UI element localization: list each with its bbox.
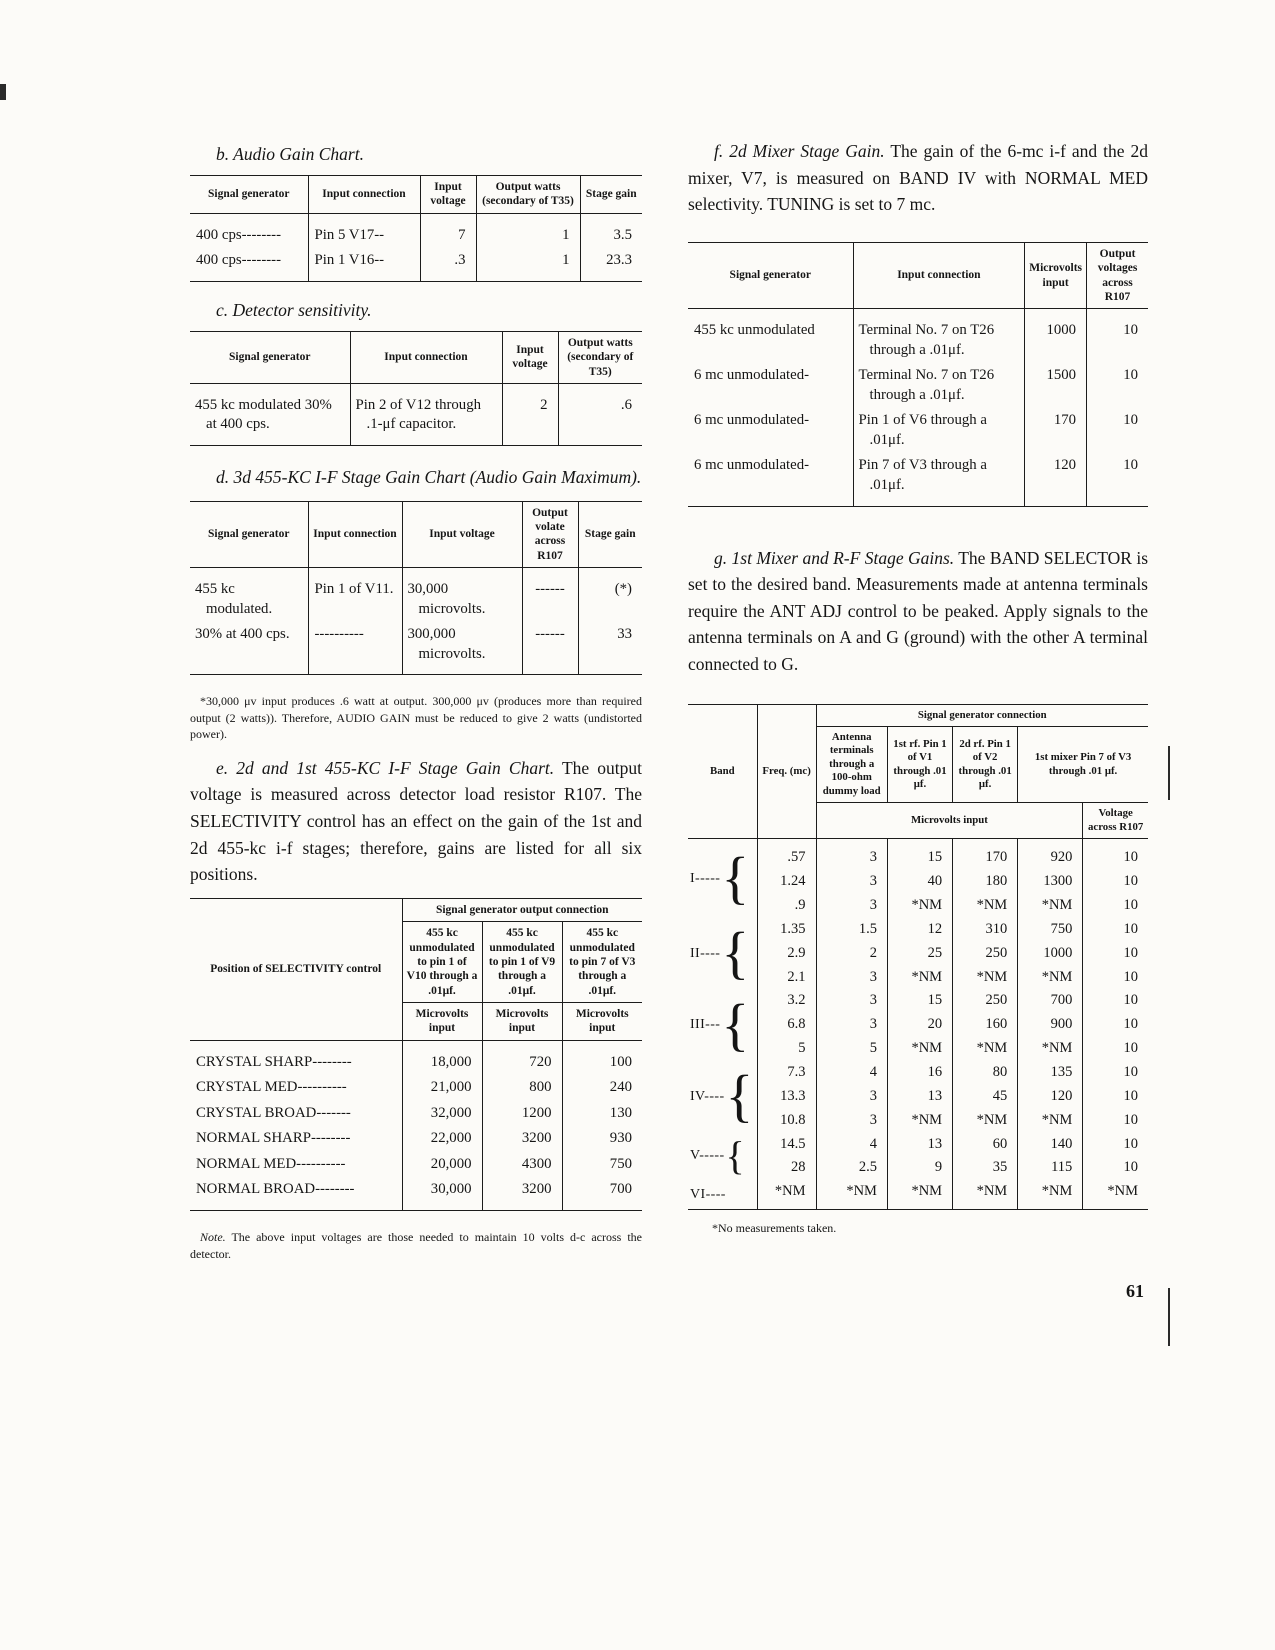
data-cell: 13 [887, 1132, 952, 1156]
selectivity-gain-table [190, 898, 642, 1211]
data-cell: 3 [816, 1084, 887, 1108]
data-cell: .57 [757, 839, 816, 870]
column-header: 455 kc unmodulated to pin 1 of V10 through a .01μf. [402, 922, 482, 1003]
column-header: 1st mixer Pin 7 of V3 through .01 μf. [1018, 726, 1148, 802]
data-cell: *NM [953, 1037, 1018, 1061]
band-label: V----- [690, 1148, 725, 1164]
data-cell: 900 [1018, 1013, 1083, 1037]
data-cell: 3.5 [580, 213, 642, 248]
table-row [688, 894, 1148, 918]
data-cell: 3200 [482, 1126, 562, 1152]
data-cell: 720 [482, 1040, 562, 1075]
column-header: Input voltage [502, 331, 558, 383]
data-cell: *NM [953, 1180, 1018, 1210]
section-c-heading: c. Detector sensitivity. [216, 299, 372, 320]
data-cell: 10 [1083, 1084, 1148, 1108]
scan-artifact [0, 84, 6, 100]
data-cell: 2.5 [816, 1156, 887, 1180]
data-cell: 21,000 [402, 1075, 482, 1101]
table-row [688, 363, 1148, 408]
data-cell: Pin 1 of V6 through a .01μf. [853, 408, 1025, 453]
table-row [190, 1075, 642, 1101]
data-cell: 750 [562, 1152, 642, 1178]
data-cell: 170 [1025, 408, 1087, 453]
audio-gain-table [190, 175, 642, 282]
data-cell: 10 [1087, 363, 1148, 408]
data-cell: ------ [522, 568, 578, 623]
table-row [190, 1101, 642, 1127]
spanning-header: Signal generator connection [816, 704, 1148, 726]
table-row [688, 917, 1148, 941]
column-header: Signal generator [190, 501, 308, 568]
data-cell: (*) [578, 568, 642, 623]
table-row [688, 1060, 1148, 1084]
data-cell: Pin 7 of V3 through a .01μf. [853, 453, 1025, 506]
column-header: Freq. (mc) [757, 704, 816, 839]
row-label: CRYSTAL MED---------- [196, 1079, 347, 1096]
band-cell: II----{ [690, 920, 750, 986]
band-cell: IV----{ [690, 1063, 754, 1129]
section-f-paragraph [688, 138, 1148, 218]
data-cell: 10.8 [757, 1108, 816, 1132]
left-column [190, 126, 642, 1302]
table-row [688, 870, 1148, 894]
data-cell: 6.8 [757, 1013, 816, 1037]
column-header: Microvolts input [482, 1003, 562, 1041]
table-row [190, 1040, 642, 1075]
row-label: 455 kc modulated. [195, 581, 273, 617]
data-cell: 4 [816, 1060, 887, 1084]
data-cell: 300,000 microvolts. [402, 622, 522, 675]
column-header: Input connection [350, 331, 502, 383]
data-cell: 3 [816, 1013, 887, 1037]
section-g-paragraph [688, 545, 1148, 678]
row-label: 30% at 400 cps. [195, 626, 290, 643]
table-row [688, 941, 1148, 965]
section-f-body: The gain of the 6-mc i-f and the 2d mixer, V7, is measured on BAND IV with NORMAL MED selectivity. TUNING is set to 7 mc. [688, 141, 1148, 215]
band-cell: III---{ [690, 991, 750, 1057]
band-label: IV---- [690, 1088, 725, 1104]
table-row [688, 1013, 1148, 1037]
data-cell: *NM [887, 1180, 952, 1210]
data-cell: 1 [476, 248, 580, 281]
row-label: 455 kc unmodulated [694, 322, 815, 339]
data-cell: 10 [1083, 917, 1148, 941]
data-cell: 18,000 [402, 1040, 482, 1075]
data-cell: 1.35 [757, 917, 816, 941]
column-header: Input voltage [402, 501, 522, 568]
column-header: Input connection [308, 501, 402, 568]
data-cell: 3.2 [757, 989, 816, 1013]
data-cell: 30,000 microvolts. [402, 568, 522, 623]
data-cell: 20 [887, 1013, 952, 1037]
data-cell: 310 [953, 917, 1018, 941]
data-cell: *NM [1018, 1037, 1083, 1061]
data-cell: 10 [1087, 309, 1148, 364]
table-row [190, 1177, 642, 1210]
data-cell: 35 [953, 1156, 1018, 1180]
data-cell: 3 [816, 870, 887, 894]
band-cell: V-----{ [690, 1132, 745, 1178]
row-label: CRYSTAL SHARP-------- [196, 1053, 352, 1070]
data-cell: 930 [562, 1126, 642, 1152]
data-cell: 5 [757, 1037, 816, 1061]
data-cell: 10 [1083, 989, 1148, 1013]
section-g-heading: g. 1st Mixer and R-F Stage Gains. [714, 547, 955, 568]
data-cell: 10 [1087, 408, 1148, 453]
data-cell: 3 [816, 1108, 887, 1132]
data-cell: 160 [953, 1013, 1018, 1037]
data-cell: 80 [953, 1060, 1018, 1084]
section-e-paragraph [190, 755, 642, 888]
data-cell: 28 [757, 1156, 816, 1180]
data-cell: *NM [816, 1180, 887, 1210]
data-cell: 1500 [1025, 363, 1087, 408]
data-cell: 10 [1083, 1037, 1148, 1061]
table-row [688, 965, 1148, 989]
data-cell: 1.24 [757, 870, 816, 894]
column-header: Antenna terminals through a 100-ohm dummy load [816, 726, 887, 802]
column-header: Signal generator [190, 176, 308, 214]
table-row [688, 453, 1148, 506]
data-cell: 3 [816, 839, 887, 870]
data-cell: *NM [953, 894, 1018, 918]
table-row [688, 1132, 1148, 1156]
data-cell: 20,000 [402, 1152, 482, 1178]
column-header: Input connection [308, 176, 420, 214]
data-cell: 1.5 [816, 917, 887, 941]
data-cell: 3 [816, 989, 887, 1013]
data-cell: *NM [757, 1180, 816, 1210]
section-f-heading: f. 2d Mixer Stage Gain. [714, 141, 885, 161]
band-label: I----- [690, 870, 721, 886]
header-row [190, 898, 642, 921]
data-cell: 14.5 [757, 1132, 816, 1156]
header-row [688, 242, 1148, 309]
spanning-header: Microvolts input [816, 803, 1083, 839]
column-header: Stage gain [580, 176, 642, 214]
page-number: 61 [1126, 1280, 1144, 1301]
column-header: Stage gain [578, 501, 642, 568]
data-cell: 10 [1083, 1156, 1148, 1180]
column-header: Signal generator [190, 331, 350, 383]
data-cell: 3 [816, 894, 887, 918]
data-cell: 800 [482, 1075, 562, 1101]
header-row [190, 501, 642, 568]
table-row [688, 1156, 1148, 1180]
data-cell: Pin 1 V16-- [308, 248, 420, 281]
column-header: Microvolts input [402, 1003, 482, 1041]
data-cell: 33 [578, 622, 642, 675]
data-cell: *NM [887, 1037, 952, 1061]
data-cell: 140 [1018, 1132, 1083, 1156]
data-cell: Pin 1 of V11. [308, 568, 402, 623]
if-gain-footnote: *30,000 μv input produces .6 watt at output. 300,000 μv (produces more than required output (2 watts)). Therefore, AUDIO GAIN must be reduced to give 2 watts (undistorted power). [190, 694, 642, 742]
row-label: 6 mc unmodulated- [694, 457, 810, 474]
data-cell: *NM [1018, 894, 1083, 918]
column-header: Input connection [853, 242, 1025, 309]
data-cell: 12 [887, 917, 952, 941]
data-cell: 13 [887, 1084, 952, 1108]
data-cell: 15 [887, 839, 952, 870]
data-cell: *NM [887, 965, 952, 989]
data-cell: 130 [562, 1101, 642, 1127]
data-cell: 13.3 [757, 1084, 816, 1108]
detector-sensitivity-table [190, 331, 642, 446]
data-cell: 700 [1018, 989, 1083, 1013]
band-label: VI---- [690, 1186, 726, 1202]
data-cell: Pin 5 V17-- [308, 213, 420, 248]
table-row [190, 213, 642, 248]
right-column [688, 126, 1148, 1302]
column-header: 2d rf. Pin 1 of V2 through .01 μf. [953, 726, 1018, 802]
data-cell: 22,000 [402, 1126, 482, 1152]
data-cell: 180 [953, 870, 1018, 894]
table-row [688, 839, 1148, 870]
data-cell: .9 [757, 894, 816, 918]
data-cell: *NM [953, 965, 1018, 989]
column-header: Voltage across R107 [1083, 803, 1148, 839]
data-cell: Terminal No. 7 on T26 through a .01μf. [853, 363, 1025, 408]
data-cell: *NM [887, 1108, 952, 1132]
data-cell: 5 [816, 1037, 887, 1061]
data-cell: 250 [953, 989, 1018, 1013]
row-label: NORMAL MED---------- [196, 1155, 346, 1172]
data-cell: 9 [887, 1156, 952, 1180]
table-row [190, 622, 642, 675]
table-row [688, 408, 1148, 453]
data-cell: 2.9 [757, 941, 816, 965]
column-header: 455 kc unmodulated to pin 1 of V9 through a .01μf. [482, 922, 562, 1003]
table-row [688, 1084, 1148, 1108]
data-cell: *NM [1083, 1180, 1148, 1210]
section-b-heading: b. Audio Gain Chart. [216, 144, 364, 164]
data-cell: 10 [1087, 453, 1148, 506]
data-cell: 250 [953, 941, 1018, 965]
data-cell: Terminal No. 7 on T26 through a .01μf. [853, 309, 1025, 364]
data-cell: 60 [953, 1132, 1018, 1156]
data-cell: 1000 [1018, 941, 1083, 965]
data-cell: 135 [1018, 1060, 1083, 1084]
data-cell: 3200 [482, 1177, 562, 1210]
data-cell: 120 [1025, 453, 1087, 506]
table-row [688, 989, 1148, 1013]
column-header: 1st rf. Pin 1 of V1 through .01 μf. [887, 726, 952, 802]
section-g-body: The BAND SELECTOR is set to the desired band. Measurements made at antenna terminals require the ANT ADJ control to be peaked. Apply signals to the antenna terminals on A and G (ground) with the other A terminal connected to G. [688, 547, 1149, 674]
data-cell: .6 [558, 383, 642, 445]
table-row [688, 1180, 1148, 1210]
section-d-heading: d. 3d 455-KC I-F Stage Gain Chart (Audio Gain Maximum). [216, 467, 642, 487]
data-cell: 700 [562, 1177, 642, 1210]
column-header: Microvolts input [562, 1003, 642, 1041]
data-cell: 170 [953, 839, 1018, 870]
data-cell: 3 [816, 965, 887, 989]
data-cell: *NM [953, 1108, 1018, 1132]
data-cell: 1300 [1018, 870, 1083, 894]
table-row [688, 1037, 1148, 1061]
column-header: Output watts (secondary of T35) [476, 176, 580, 214]
row-label: 400 cps-------- [196, 226, 282, 243]
table-row [190, 248, 642, 281]
column-header: 455 kc unmodulated to pin 7 of V3 through a .01μf. [562, 922, 642, 1003]
data-cell: ---------- [308, 622, 402, 675]
row-label: 6 mc unmodulated- [694, 367, 810, 384]
data-cell: 4 [816, 1132, 887, 1156]
data-cell: 2 [816, 941, 887, 965]
data-cell: 10 [1083, 894, 1148, 918]
band-cell [688, 1180, 757, 1210]
data-cell: 23.3 [580, 248, 642, 281]
band-label: III--- [690, 1017, 721, 1033]
data-cell: 115 [1018, 1156, 1083, 1180]
column-header: Output volate across R107 [522, 501, 578, 568]
data-cell: 40 [887, 870, 952, 894]
data-cell: *NM [1018, 965, 1083, 989]
column-header: Signal generator [688, 242, 853, 309]
column-header: Band [688, 704, 757, 839]
data-cell: 10 [1083, 1013, 1148, 1037]
row-label: 400 cps-------- [196, 252, 282, 269]
header-row [190, 176, 642, 214]
band-table-footnote: *No measurements taken. [712, 1221, 837, 1236]
note-label: Note. [200, 1230, 226, 1245]
selectivity-note [190, 1229, 642, 1262]
table-row [190, 1126, 642, 1152]
data-cell: 10 [1083, 1132, 1148, 1156]
row-label: 6 mc unmodulated- [694, 412, 810, 429]
table-row [190, 383, 642, 445]
column-header: Output watts (secondary of T35) [558, 331, 642, 383]
data-cell: 10 [1083, 839, 1148, 870]
data-cell: 240 [562, 1075, 642, 1101]
row-label: NORMAL BROAD-------- [196, 1181, 355, 1198]
column-header: Input voltage [420, 176, 476, 214]
row-label: 455 kc modulated 30% at 400 cps. [195, 396, 332, 433]
section-e-body: The output voltage is measured across detector load resistor R107. The SELECTIVITY control has an effect on the gain of the 1st and 2d 455-kc i-f stages; therefore, gains are listed for all six positions. [190, 757, 643, 885]
spanning-header: Signal generator output connection [402, 898, 642, 921]
column-header: Position of SELECTIVITY control [190, 898, 402, 1040]
data-cell: 920 [1018, 839, 1083, 870]
data-cell: 2 [502, 383, 558, 445]
band-gain-table [688, 704, 1148, 1211]
data-cell: 45 [953, 1084, 1018, 1108]
column-header: Microvolts input [1025, 242, 1087, 309]
data-cell: 10 [1083, 965, 1148, 989]
data-cell: 10 [1083, 1060, 1148, 1084]
data-cell: *NM [1018, 1108, 1083, 1132]
data-cell: 15 [887, 989, 952, 1013]
data-cell: 750 [1018, 917, 1083, 941]
data-cell: 25 [887, 941, 952, 965]
column-header: Output voltages across R107 [1087, 242, 1148, 309]
mixer-stage-gain-table [688, 242, 1148, 507]
data-cell: 32,000 [402, 1101, 482, 1127]
data-cell: 100 [562, 1040, 642, 1075]
data-cell: 1000 [1025, 309, 1087, 364]
data-cell: 10 [1083, 1108, 1148, 1132]
scan-artifact [1168, 1288, 1170, 1346]
data-cell: ------ [522, 622, 578, 675]
data-cell: 30,000 [402, 1177, 482, 1210]
data-cell: .3 [420, 248, 476, 281]
if-stage-gain-table [190, 501, 642, 676]
header-row [190, 331, 642, 383]
data-cell: 4300 [482, 1152, 562, 1178]
data-cell: 16 [887, 1060, 952, 1084]
note-body: The above input voltages are those needed to maintain 10 volts d-c across the detector. [190, 1230, 642, 1261]
scan-artifact [1168, 746, 1170, 800]
data-cell: 10 [1083, 941, 1148, 965]
data-cell: 10 [1083, 870, 1148, 894]
row-label: NORMAL SHARP-------- [196, 1130, 351, 1147]
table-row [190, 568, 642, 623]
table-row [688, 309, 1148, 364]
data-cell: *NM [887, 894, 952, 918]
data-cell: *NM [1018, 1180, 1083, 1210]
data-cell: Pin 2 of V12 through .1-μf capacitor. [350, 383, 502, 445]
table-row [190, 1152, 642, 1178]
data-cell: 2.1 [757, 965, 816, 989]
header-row [688, 704, 1148, 726]
section-e-heading: e. 2d and 1st 455-KC I-F Stage Gain Chart. [216, 757, 555, 778]
data-cell: 7.3 [757, 1060, 816, 1084]
row-label: CRYSTAL BROAD------- [196, 1104, 351, 1121]
data-cell: 1 [476, 213, 580, 248]
band-label: II---- [690, 945, 721, 961]
band-cell: I-----{ [690, 845, 750, 911]
data-cell: 7 [420, 213, 476, 248]
table-row [688, 1108, 1148, 1132]
data-cell: 120 [1018, 1084, 1083, 1108]
data-cell: 1200 [482, 1101, 562, 1127]
